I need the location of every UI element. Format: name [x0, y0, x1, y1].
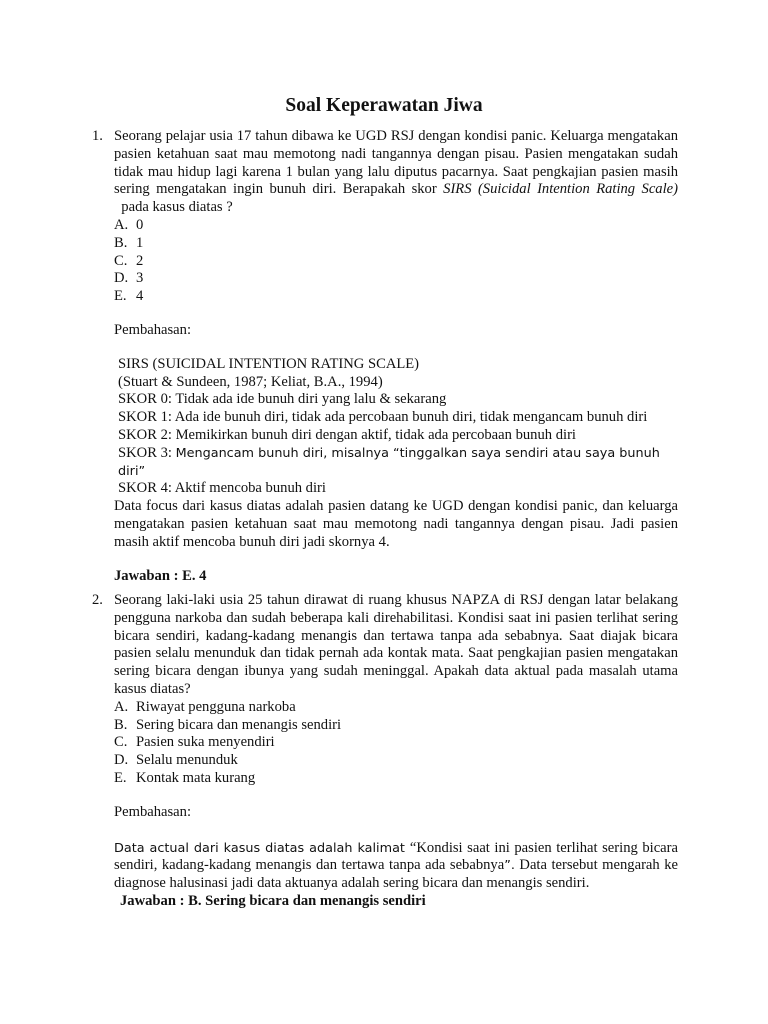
option-text: Kontak mata kurang [136, 769, 256, 786]
explanation [114, 840, 678, 893]
option-b [114, 235, 678, 253]
question-1 [92, 128, 678, 585]
option-letter: D. [114, 270, 129, 287]
option-b [114, 717, 678, 735]
option-a [114, 699, 678, 717]
option-letter: D. [114, 752, 129, 769]
option-c [114, 253, 678, 271]
score-4: SKOR 4: Aktif mencoba bunuh diri [118, 480, 326, 497]
option-letter: E. [114, 769, 127, 786]
option-text: Riwayat pengguna narkoba [136, 698, 296, 715]
option-letter: C. [114, 734, 128, 751]
explanation-quote-end: ”. [504, 858, 515, 874]
answer: Jawaban : E. 4 [114, 567, 207, 584]
option-text: Pasien suka menyendiri [136, 734, 275, 751]
option-text: 2 [136, 252, 144, 269]
option-text: 1 [136, 234, 144, 251]
option-text: Selalu menunduk [136, 752, 238, 769]
score-1: SKOR 1: Ada ide bunuh diri, tidak ada percobaan bunuh diri, tidak mengancam bunuh diri [118, 409, 648, 426]
option-letter: B. [114, 716, 128, 733]
score-0: SKOR 0: Tidak ada ide bunuh diri yang lalu & sekarang [118, 391, 447, 408]
option-d [114, 270, 678, 288]
option-letter: A. [114, 698, 129, 715]
option-letter: C. [114, 252, 128, 269]
scale-block [114, 356, 678, 498]
option-e [114, 770, 678, 788]
option-letter: B. [114, 234, 128, 251]
explanation-quote: “Kondisi saat ini pasien terlihat sering bicara sendiri, kadang-kadang menangis dan tertawa tanpa ada sebabnya [114, 839, 678, 874]
option-text: 4 [136, 288, 144, 305]
option-d [114, 752, 678, 770]
question-stem-end: pada kasus diatas ? [114, 199, 233, 216]
score-2: SKOR 2: Memikirkan bunuh diri dengan aktif, tidak ada percobaan bunuh diri [118, 426, 576, 443]
option-letter: A. [114, 216, 129, 233]
option-text: 3 [136, 270, 144, 287]
option-c [114, 734, 678, 752]
scale-reference: (Stuart & Sundeen, 1987; Keliat, B.A., 1994) [118, 373, 383, 390]
question-stem-text: Seorang pelajar usia 17 tahun dibawa ke UGD RSJ dengan kondisi panic. Keluarga mengatakan pasien ketahuan saat mau memotong nadi tangannya dengan pisau. Pasien mengatakan sudah tidak mau hidup lagi karena 1 bulan yang lalu diputus pacarnya. Saat pengkajian pasien masih sering mengatakan ingin bunuh diri. Berapakah skor [114, 128, 678, 198]
option-text: Sering bicara dan menangis sendiri [136, 716, 342, 733]
explanation-lead: Data actual dari kasus diatas adalah kalimat [114, 840, 410, 856]
question-stem: Seorang laki-laki usia 25 tahun dirawat di ruang khusus NAPZA di RSJ dengan latar belakang pengguna narkoba dan sudah beberapa kali direhabilitasi. Kondisi saat ini pasien terlihat sering bicara sendiri, kadang-kadang menangis dan tertawa tanpa ada sebabnya. Saat diajak bicara pasien selalu menunduk dan tidak pernah ada kontak mata. Saat pengkajian pasien mengatakan sering bicara dengan ibunya yang sudah meninggal. Apakah data aktual pada masalah utama kasus diatas? [114, 592, 678, 697]
score-3-label: SKOR 3: [118, 444, 176, 461]
scale-title: SIRS (SUICIDAL INTENTION RATING SCALE) [118, 355, 420, 372]
option-letter: E. [114, 288, 127, 305]
discussion-label: Pembahasan: [114, 803, 192, 820]
question-stem [114, 128, 678, 217]
discussion-label: Pembahasan: [114, 321, 192, 338]
explanation: Data focus dari kasus diatas adalah pasien datang ke UGD dengan kondisi panic, dan keluarga mengatakan pasien ketahuan saat mau memotong nadi tangannya dengan pisau. Jadi pasien masih aktif mencoba bunuh diri jadi skornya 4. [114, 498, 678, 550]
option-e [114, 288, 678, 306]
option-list [114, 217, 678, 306]
answer: Jawaban : B. Sering bicara dan menangis sendiri [120, 892, 426, 909]
question-stem-italic: SIRS (Suicidal Intention Rating Scale) [443, 181, 678, 198]
explanation-rest: Data tersebut mengarah ke diagnose halusinasi jadi data aktuanya adalah sering bicara dan menangis sendiri. [114, 857, 678, 892]
score-3-text: Mengancam bunuh diri, misalnya “tinggalkan saya sendiri atau saya bunuh diri” [118, 445, 660, 479]
question-2 [92, 592, 678, 911]
score-3 [114, 445, 678, 481]
page-title: Soal Keperawatan Jiwa [285, 95, 483, 116]
option-text: 0 [136, 216, 144, 233]
question-number: 2. [92, 592, 103, 608]
option-a [114, 217, 678, 235]
question-number: 1. [92, 128, 103, 144]
option-list [114, 699, 678, 788]
